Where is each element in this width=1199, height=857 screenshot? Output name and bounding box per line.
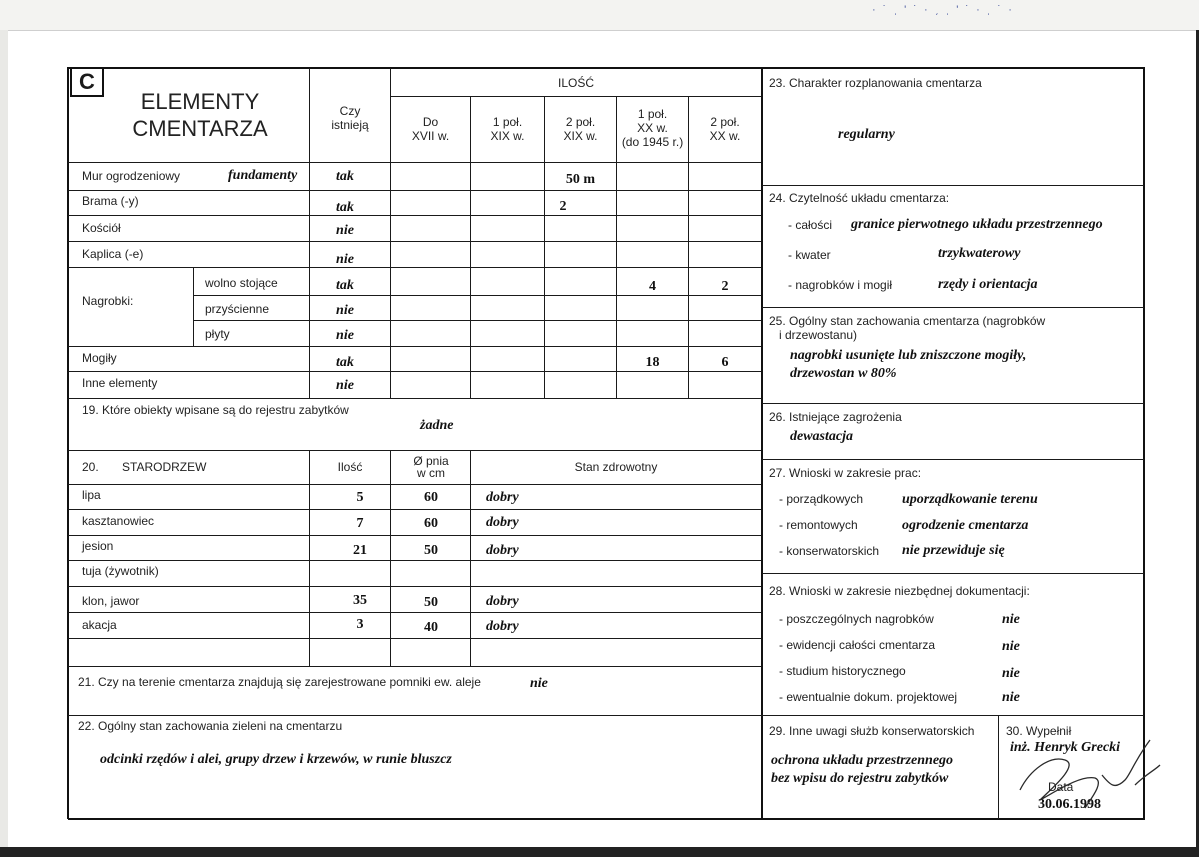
row-line	[68, 509, 761, 510]
scan-marks: · ˙ ˌ ' ˙ · ˏ ˌ ' ˙ · ˌ ˙ ·	[872, 4, 1014, 16]
nagrobki-divider	[193, 267, 194, 346]
tree-ilosc: 3	[356, 617, 364, 632]
tree-stan: dobry	[486, 619, 519, 634]
q24-item-value: granice pierwotnego układu przestrzennego	[851, 217, 1103, 232]
exists-value: nie	[336, 303, 354, 318]
row-line	[68, 612, 761, 613]
row-line	[68, 638, 761, 639]
q24-item-label: - kwater	[788, 248, 831, 262]
ilosc-header: ILOŚĆ	[557, 76, 594, 90]
q25-value-2: drzewostan w 80%	[790, 366, 897, 381]
row-label: Mur ogrodzeniowy	[82, 169, 181, 183]
q22-value: odcinki rzędów i alei, grupy drzew i krzewów, w runie bluszcz	[100, 752, 452, 767]
q28-item-label: - poszczególnych nagrobków	[779, 612, 934, 626]
q28-item-label: - ewentualnie dokum. projektowej	[779, 690, 958, 704]
tree-name: kasztanowiec	[82, 514, 155, 528]
q27-item-value: nie przewiduje się	[902, 543, 1005, 558]
exists-value: nie	[336, 223, 354, 238]
row-line	[68, 215, 761, 216]
row-label: Inne elementy	[82, 376, 158, 390]
q26-label: 26. Istniejące zagrożenia	[769, 410, 902, 424]
row-line	[762, 459, 1144, 460]
q29-label: 29. Inne uwagi służb konserwatorskich	[769, 724, 975, 738]
frame-right	[1143, 67, 1145, 819]
q24-item-label: - całości	[788, 218, 833, 232]
row-line	[68, 586, 761, 587]
row-line	[762, 185, 1144, 186]
row-label: przyścienne	[205, 302, 270, 316]
tree-pien: 50	[424, 595, 438, 610]
q20-col-stan: Stan zdrowotny	[574, 460, 658, 474]
q30-date-label: Data	[1048, 780, 1074, 794]
q27-item-label: - porządkowych	[779, 492, 864, 506]
tree-pien: 40	[424, 620, 438, 635]
exists-value: tak	[336, 169, 354, 184]
q25-label: 25. Ogólny stan zachowania cmentarza (nagrobków	[769, 314, 1046, 328]
q28-label: 28. Wnioski w zakresie niezbędnej dokumentacji:	[769, 584, 1030, 598]
exists-value: nie	[336, 252, 354, 267]
row-line	[68, 241, 761, 242]
tree-ilosc: 7	[356, 516, 364, 531]
row-line	[68, 484, 761, 485]
quantity-value: 4	[649, 279, 656, 294]
col-header: 2 poł. XX w.	[709, 115, 741, 143]
tree-stan: dobry	[486, 490, 519, 505]
q30-date: 30.06.1998	[1038, 797, 1101, 812]
row-label: płyty	[205, 327, 230, 341]
col-header: 2 poł. XIX w.	[563, 115, 598, 143]
exists-value: tak	[336, 200, 354, 215]
tree-ilosc: 21	[353, 543, 367, 558]
tree-stan: dobry	[486, 594, 519, 609]
q24-item-label: - nagrobków i mogił	[788, 278, 893, 292]
row-line	[68, 715, 1144, 716]
quantity-value: 18	[645, 355, 660, 370]
exists-value: tak	[336, 355, 354, 370]
q24-item-value: trzykwaterowy	[938, 246, 1021, 261]
q29-q30-divider	[998, 716, 999, 819]
col-header: Do XVII w.	[411, 115, 450, 143]
q28-item-value: nie	[1002, 690, 1020, 705]
frame-bottom	[68, 818, 1145, 820]
q22-label: 22. Ogólny stan zachowania zieleni na cmentarzu	[78, 719, 343, 733]
q28-item-value: nie	[1002, 612, 1020, 627]
q20-col-ilosc: Ilość	[337, 460, 363, 474]
q28-item-value: nie	[1002, 639, 1020, 654]
col-header: 1 poł. XIX w.	[490, 115, 525, 143]
row-label: Brama (-y)	[82, 194, 139, 208]
q19-value: żadne	[420, 418, 454, 433]
col-header: 1 poł. XX w. (do 1945 r.)	[621, 107, 684, 149]
q25-label-2: i drzewostanu)	[779, 328, 858, 342]
exists-value: tak	[336, 278, 354, 293]
q21-label: 21. Czy na terenie cmentarza znajdują się zarejestrowane pomniki ew. aleje	[78, 675, 481, 689]
scan-top-strip	[0, 0, 1199, 30]
signature	[1010, 730, 1170, 820]
row-line	[193, 320, 761, 321]
tree-name: klon, jawor	[82, 594, 140, 608]
scan-bottom-edge	[0, 847, 1199, 857]
row-note: fundamenty	[228, 168, 298, 183]
quantity-value: 50 m	[565, 172, 596, 187]
exists-value: nie	[336, 328, 354, 343]
q20-title: STARODRZEW	[122, 460, 207, 474]
frame-middle	[761, 67, 763, 819]
q28-item-value: nie	[1002, 666, 1020, 681]
row-label: Kościół	[82, 221, 121, 235]
tree-stan: dobry	[486, 515, 519, 530]
frame-left	[67, 67, 69, 819]
row-line	[68, 560, 761, 561]
q25-value: nagrobki usunięte lub zniszczone mogiły,	[790, 348, 1027, 363]
q27-item-value: ogrodzenie cmentarza	[902, 518, 1029, 533]
row-label: Kaplica (-e)	[82, 247, 144, 261]
row-line	[762, 403, 1144, 404]
q29-value-2: bez wpisu do rejestru zabytków	[771, 771, 949, 786]
row-line	[68, 666, 761, 667]
row-label: Mogiły	[82, 351, 117, 365]
quantity-value: 2	[559, 199, 567, 214]
tree-ilosc: 35	[353, 593, 367, 608]
row-label: wolno stojące	[205, 276, 278, 290]
row-line	[68, 450, 761, 451]
col-exists-header: Czy istnieją	[331, 104, 369, 132]
frame-top	[68, 67, 1144, 69]
section-letter-box: C	[70, 67, 104, 97]
q24-label: 24. Czytelność układu cmentarza:	[769, 191, 950, 205]
row-line	[68, 371, 761, 372]
q20-num: 20.	[82, 460, 99, 474]
tree-name: lipa	[82, 488, 101, 502]
row-line	[193, 295, 761, 296]
q26-value: dewastacja	[790, 429, 853, 444]
quantity-value: 2	[721, 279, 729, 294]
tree-name: tuja (żywotnik)	[82, 564, 159, 578]
row-line	[68, 535, 761, 536]
exists-value: nie	[336, 378, 354, 393]
q27-item-label: - konserwatorskich	[779, 544, 880, 558]
row-line	[68, 398, 761, 399]
q19-label: 19. Które obiekty wpisane są do rejestru zabytków	[82, 403, 349, 417]
quantity-value: 6	[721, 355, 729, 370]
q29-value: ochrona układu przestrzennego	[771, 753, 954, 768]
q20-col-pien: Ø pnia w cm	[413, 454, 449, 480]
ilosc-line	[390, 96, 761, 97]
elements-title-1: ELEMENTY	[140, 89, 260, 114]
q24-item-value: rzędy i orientacja	[938, 277, 1038, 292]
q30-name: inż. Henryk Grecki	[1010, 740, 1121, 755]
tree-pien: 60	[424, 516, 438, 531]
tree-stan: dobry	[486, 543, 519, 558]
q28-item-label: - studium historycznego	[779, 664, 906, 678]
row-line	[68, 267, 761, 268]
tree-name: akacja	[82, 618, 117, 632]
row-line	[762, 573, 1144, 574]
q28-item-label: - ewidencji całości cmentarza	[779, 638, 936, 652]
tree-pien: 60	[424, 490, 438, 505]
row-line	[68, 346, 761, 347]
q27-item-label: - remontowych	[779, 518, 858, 532]
q23-value: regularny	[838, 127, 895, 142]
nagrobki-label: Nagrobki:	[82, 294, 134, 308]
q27-label: 27. Wnioski w zakresie prac:	[769, 466, 922, 480]
tree-pien: 50	[424, 543, 438, 558]
row-line	[68, 190, 761, 191]
q27-item-value: uporządkowanie terenu	[902, 492, 1038, 507]
q21-value: nie	[530, 676, 548, 691]
q30-label: 30. Wypełnił	[1006, 724, 1072, 738]
tree-ilosc: 5	[356, 490, 364, 505]
elements-title-2: CMENTARZA	[132, 116, 268, 141]
tree-name: jesion	[82, 539, 114, 553]
row-line	[68, 162, 761, 163]
row-line	[762, 307, 1144, 308]
q23-label: 23. Charakter rozplanowania cmentarza	[769, 76, 982, 90]
